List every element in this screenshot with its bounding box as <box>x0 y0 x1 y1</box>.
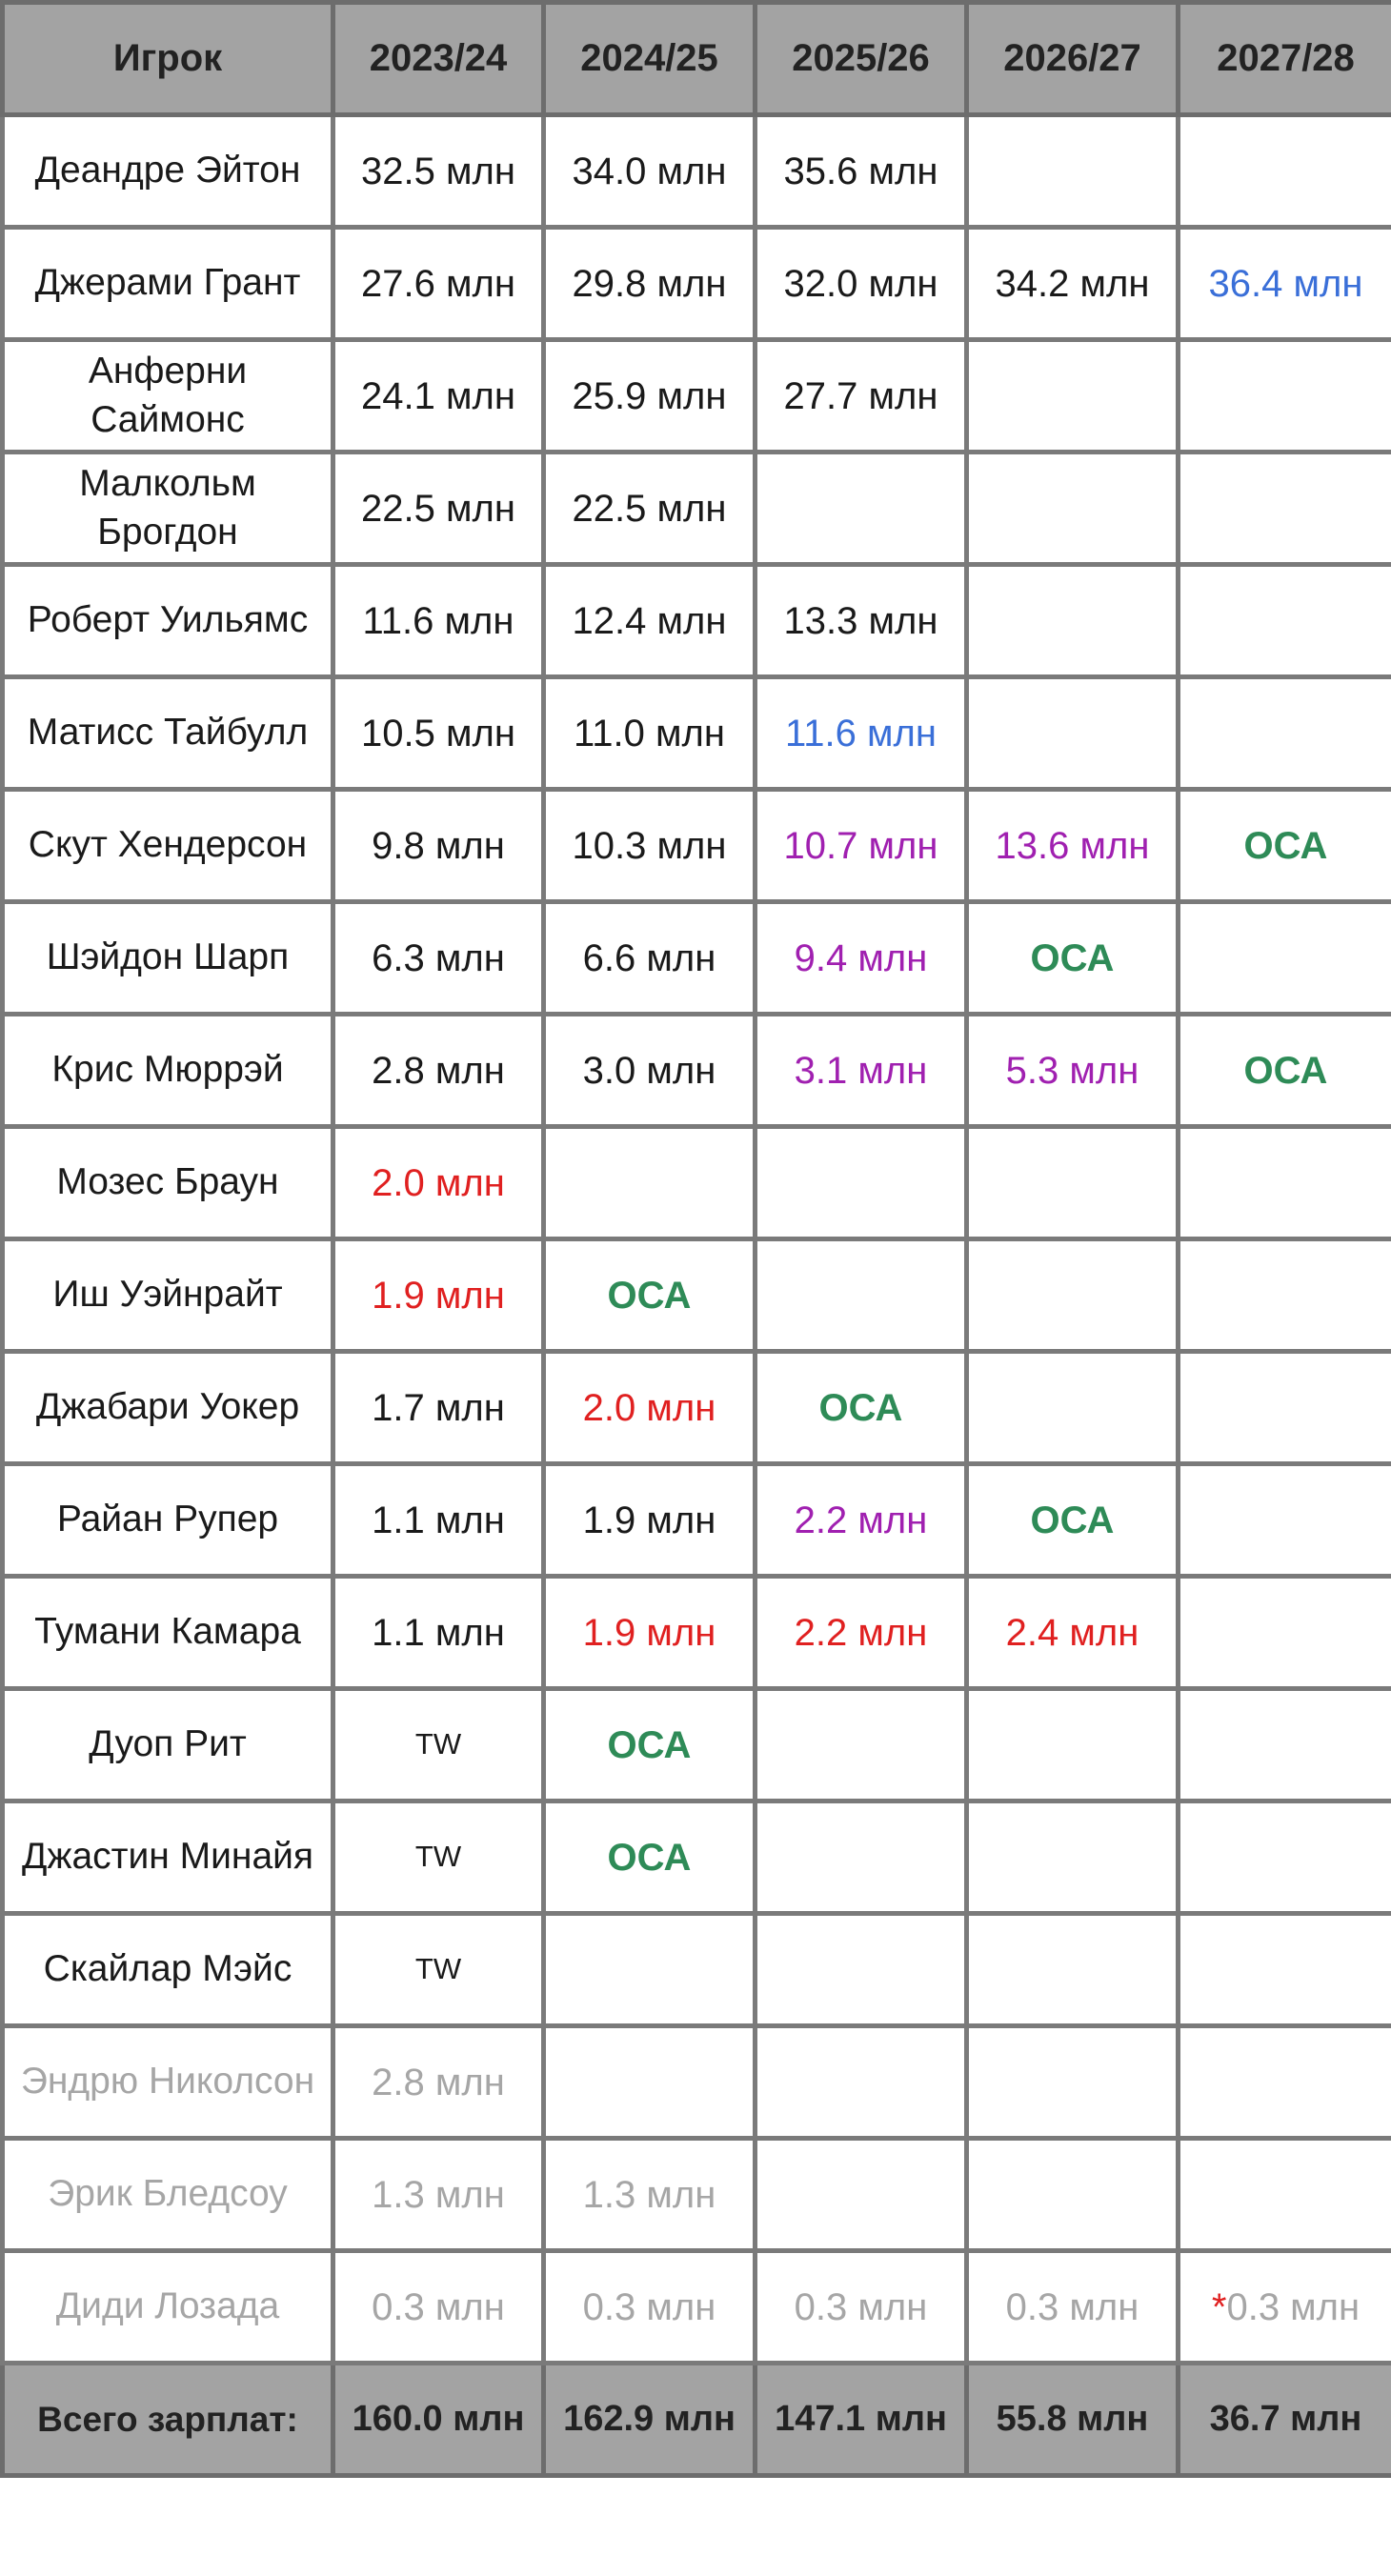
salary-cell: 11.0 млн <box>544 677 756 790</box>
table-row <box>3 902 1391 1015</box>
player-name: Дуоп Рит <box>3 1689 333 1801</box>
salary-cell: TW <box>333 1914 544 2026</box>
salary-cell <box>1179 2139 1391 2251</box>
salary-cell: 36.4 млн <box>1179 228 1391 340</box>
salary-cell <box>544 2026 756 2139</box>
table-row <box>3 1015 1391 1127</box>
salary-cell: ОСА <box>544 1689 756 1801</box>
player-name: Тумани Камара <box>3 1577 333 1689</box>
table-row <box>3 228 1391 340</box>
salary-cell: 2.0 млн <box>544 1352 756 1464</box>
salary-cell: 32.5 млн <box>333 115 544 228</box>
table-row <box>3 340 1391 453</box>
player-name: Мозес Браун <box>3 1127 333 1239</box>
total-cell: 55.8 млн <box>967 2364 1179 2476</box>
total-cell: 160.0 млн <box>333 2364 544 2476</box>
salary-cell: ОСА <box>756 1352 967 1464</box>
salary-cell: 3.1 млн <box>756 1015 967 1127</box>
salary-cell: 1.9 млн <box>544 1577 756 1689</box>
table-row <box>3 1127 1391 1239</box>
salary-cell <box>1179 2251 1391 2364</box>
header-season: 2023/24 <box>333 3 544 115</box>
salary-cell: 34.0 млн <box>544 115 756 228</box>
salary-cell: 1.1 млн <box>333 1577 544 1689</box>
salary-cell <box>967 1352 1179 1464</box>
salary-cell <box>967 340 1179 453</box>
salary-cell <box>1179 1689 1391 1801</box>
salary-cell: 35.6 млн <box>756 115 967 228</box>
table-row <box>3 115 1391 228</box>
salary-cell: 13.6 млн <box>967 790 1179 902</box>
salary-cell <box>756 1689 967 1801</box>
salary-cell: 29.8 млн <box>544 228 756 340</box>
table-row <box>3 1577 1391 1689</box>
salary-cell <box>1179 115 1391 228</box>
salary-cell: ОСА <box>544 1801 756 1914</box>
player-name: Джабари Уокер <box>3 1352 333 1464</box>
table-row <box>3 1914 1391 2026</box>
salary-cell: 27.7 млн <box>756 340 967 453</box>
table-row <box>3 1352 1391 1464</box>
salary-cell: 0.3 млн <box>333 2251 544 2364</box>
salary-cell <box>967 565 1179 677</box>
player-name: Эндрю Николсон <box>3 2026 333 2139</box>
salary-cell <box>1179 1801 1391 1914</box>
player-name: Анферни Саймонс <box>3 340 333 453</box>
player-name: Скайлар Мэйс <box>3 1914 333 2026</box>
salary-cell <box>967 1689 1179 1801</box>
salary-cell: 10.7 млн <box>756 790 967 902</box>
salary-cell: 10.3 млн <box>544 790 756 902</box>
player-name: Роберт Уильямс <box>3 565 333 677</box>
salary-cell: 34.2 млн <box>967 228 1179 340</box>
salary-cell <box>967 115 1179 228</box>
salary-cell <box>756 2139 967 2251</box>
salary-cell <box>1179 902 1391 1015</box>
table-row <box>3 790 1391 902</box>
salary-cell: ОСА <box>967 902 1179 1015</box>
header-player: Игрок <box>3 3 333 115</box>
salary-cell <box>756 1127 967 1239</box>
salary-cell: 1.3 млн <box>333 2139 544 2251</box>
player-name: Эрик Бледсоу <box>3 2139 333 2251</box>
salary-cell <box>1179 1127 1391 1239</box>
salary-cell <box>1179 1239 1391 1352</box>
player-name: Джастин Минайя <box>3 1801 333 1914</box>
totals-row <box>3 2364 1391 2476</box>
salary-cell: 1.9 млн <box>333 1239 544 1352</box>
salary-cell: TW <box>333 1689 544 1801</box>
salary-cell <box>967 2139 1179 2251</box>
table-row <box>3 1689 1391 1801</box>
salary-cell: 1.7 млн <box>333 1352 544 1464</box>
total-cell: 147.1 млн <box>756 2364 967 2476</box>
salary-cell <box>756 2026 967 2139</box>
salary-cell <box>1179 2026 1391 2139</box>
salary-cell <box>756 1914 967 2026</box>
player-name: Иш Уэйнрайт <box>3 1239 333 1352</box>
salary-cell: 6.6 млн <box>544 902 756 1015</box>
salary-cell <box>756 453 967 565</box>
salary-cell: 24.1 млн <box>333 340 544 453</box>
player-name: Малкольм Брогдон <box>3 453 333 565</box>
salary-cell: TW <box>333 1801 544 1914</box>
salary-cell: 25.9 млн <box>544 340 756 453</box>
salary-cell <box>967 677 1179 790</box>
header-season: 2024/25 <box>544 3 756 115</box>
table-body <box>3 115 1391 2364</box>
table-row <box>3 2026 1391 2139</box>
table-row <box>3 1464 1391 1577</box>
player-name: Крис Мюррэй <box>3 1015 333 1127</box>
header-row <box>3 3 1391 115</box>
total-cell: 162.9 млн <box>544 2364 756 2476</box>
salary-cell: 2.0 млн <box>333 1127 544 1239</box>
salary-cell: 1.1 млн <box>333 1464 544 1577</box>
table-row <box>3 453 1391 565</box>
header-season: 2026/27 <box>967 3 1179 115</box>
totals-label: Всего зарплат: <box>3 2364 333 2476</box>
salary-cell: 32.0 млн <box>756 228 967 340</box>
salary-cell: 12.4 млн <box>544 565 756 677</box>
salary-cell <box>1179 453 1391 565</box>
player-name: Матисс Тайбулл <box>3 677 333 790</box>
salary-cell <box>1179 1352 1391 1464</box>
salary-cell: 22.5 млн <box>333 453 544 565</box>
salary-cell <box>544 1914 756 2026</box>
salary-value: 0.3 млн <box>1226 2285 1361 2328</box>
player-name: Диди Лозада <box>3 2251 333 2364</box>
table-row <box>3 1801 1391 1914</box>
total-cell: 36.7 млн <box>1179 2364 1391 2476</box>
salary-cell: 1.9 млн <box>544 1464 756 1577</box>
header-season: 2025/26 <box>756 3 967 115</box>
salary-cell <box>1179 1914 1391 2026</box>
salary-cell <box>756 1239 967 1352</box>
salary-cell: 6.3 млн <box>333 902 544 1015</box>
salary-cell: 2.2 млн <box>756 1577 967 1689</box>
salary-cell: 0.3 млн <box>967 2251 1179 2364</box>
salary-cell: 2.8 млн <box>333 2026 544 2139</box>
salary-cell: 27.6 млн <box>333 228 544 340</box>
salary-cell <box>967 2026 1179 2139</box>
asterisk-mark: * <box>1211 2285 1227 2328</box>
table-row <box>3 565 1391 677</box>
salary-cell <box>1179 1577 1391 1689</box>
salary-cell <box>544 1127 756 1239</box>
salary-cell: 2.2 млн <box>756 1464 967 1577</box>
salary-cell: 11.6 млн <box>756 677 967 790</box>
salary-cell: 13.3 млн <box>756 565 967 677</box>
salary-cell <box>1179 340 1391 453</box>
player-name: Джерами Грант <box>3 228 333 340</box>
salary-cell: ОСА <box>1179 790 1391 902</box>
salary-cell: 5.3 млн <box>967 1015 1179 1127</box>
salary-cell: 0.3 млн <box>756 2251 967 2364</box>
table-row <box>3 2139 1391 2251</box>
table-row <box>3 2251 1391 2364</box>
salary-cell: 22.5 млн <box>544 453 756 565</box>
salary-cell <box>1179 565 1391 677</box>
salary-cell <box>967 1127 1179 1239</box>
salary-cell: 1.3 млн <box>544 2139 756 2251</box>
player-name: Райан Рупер <box>3 1464 333 1577</box>
table-row <box>3 677 1391 790</box>
player-name: Шэйдон Шарп <box>3 902 333 1015</box>
salary-cell: ОСА <box>544 1239 756 1352</box>
salary-cell <box>967 1914 1179 2026</box>
player-name: Деандре Эйтон <box>3 115 333 228</box>
salary-cell: 0.3 млн <box>544 2251 756 2364</box>
salary-cell <box>967 1801 1179 1914</box>
salary-cell: 2.4 млн <box>967 1577 1179 1689</box>
salary-cell: 9.8 млн <box>333 790 544 902</box>
salary-cell: 3.0 млн <box>544 1015 756 1127</box>
salary-cell <box>1179 1464 1391 1577</box>
salary-cell: 10.5 млн <box>333 677 544 790</box>
salary-cell <box>1179 677 1391 790</box>
salary-cell <box>756 1801 967 1914</box>
salary-cell <box>967 1239 1179 1352</box>
header-season: 2027/28 <box>1179 3 1391 115</box>
table-row <box>3 1239 1391 1352</box>
player-name: Скут Хендерсон <box>3 790 333 902</box>
salary-cell: 11.6 млн <box>333 565 544 677</box>
salary-cell: ОСА <box>1179 1015 1391 1127</box>
salary-cell: ОСА <box>967 1464 1179 1577</box>
salary-cell: 9.4 млн <box>756 902 967 1015</box>
salary-cell <box>967 453 1179 565</box>
salary-cell: 2.8 млн <box>333 1015 544 1127</box>
